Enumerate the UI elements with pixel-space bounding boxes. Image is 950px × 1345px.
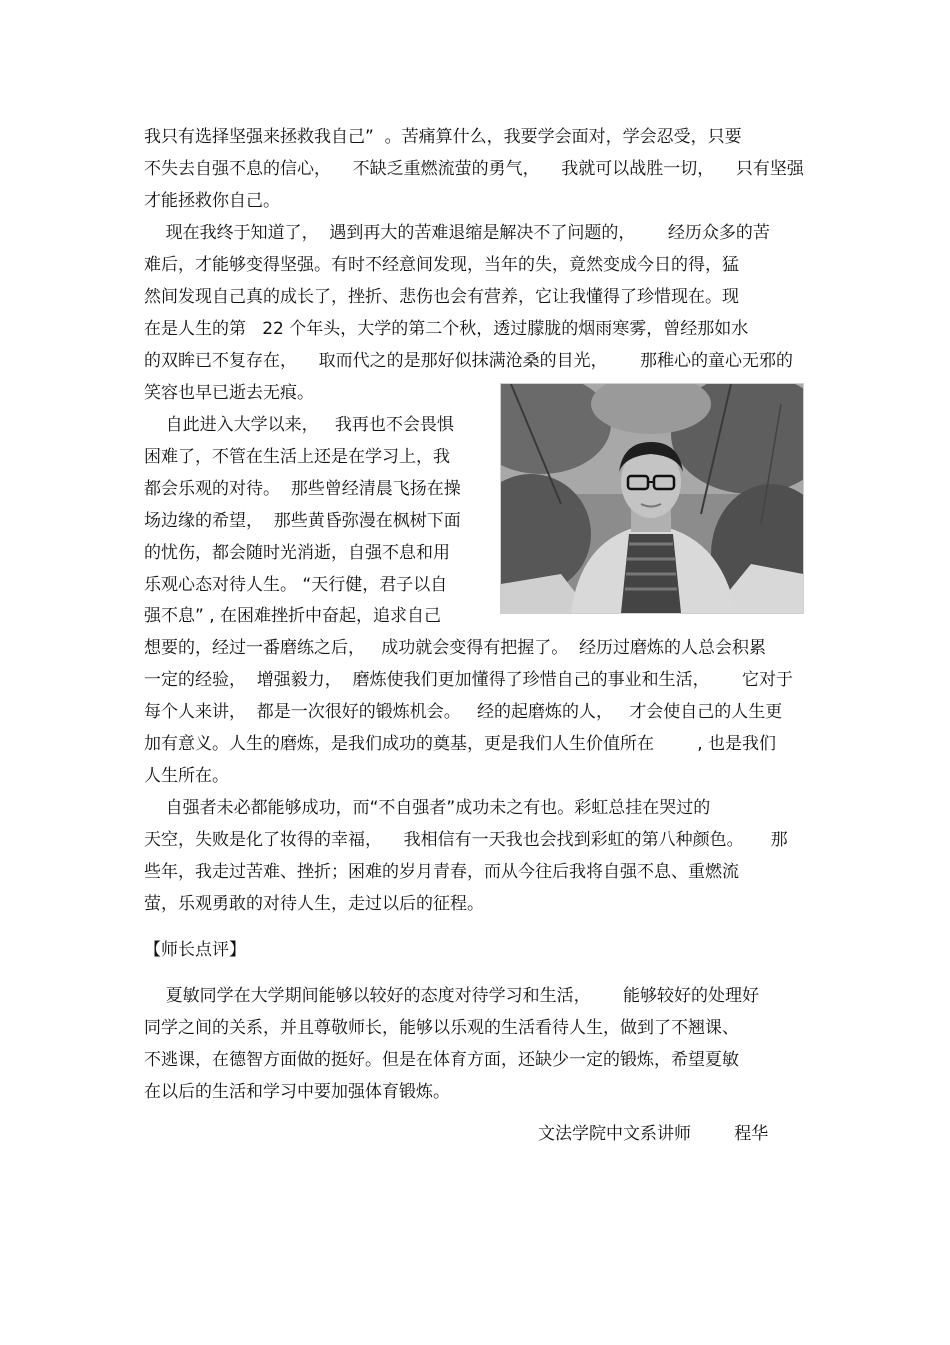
text-line: 加有意义。人生的磨炼，是我们成功的奠基，更是我们人生价值所在 , 也是我们 bbox=[144, 734, 777, 754]
text-line: 萤，乐观勇敢的对待人生，走过以后的征程。 bbox=[144, 894, 484, 914]
text-line: 自此进入大学以来， 我再也不会畏惧 bbox=[144, 415, 454, 435]
text-line: 才能拯救你自己。 bbox=[144, 191, 280, 211]
text-line: 不失去自强不息的信心， 不缺乏重燃流萤的勇气， 我就可以战胜一切， 只有坚强 bbox=[144, 159, 804, 179]
text-line: 不逃课，在德智方面做的挺好。但是在体育方面，还缺少一定的锻炼，希望夏敏 bbox=[144, 1050, 739, 1070]
text-line: 夏敏同学在大学期间能够以较好的态度对待学习和生活， 能够较好的处理好 bbox=[144, 986, 760, 1006]
text-line: 然间发现自己真的成长了，挫折、悲伤也会有营养，它让我懂得了珍惜现在。现 bbox=[144, 287, 739, 307]
text-line: 场边缘的希望， 那些黄昏弥漫在枫树下面 bbox=[144, 511, 461, 531]
text-line: 同学之间的关系，并且尊敬师长，能够以乐观的生活看待人生，做到了不翘课、 bbox=[144, 1018, 739, 1038]
text-line: 难后，才能够变得坚强。有时不经意间发现，当年的失，竟然变成今日的得，猛 bbox=[144, 255, 739, 275]
signature: 文法学院中文系讲师 程华 bbox=[538, 1124, 769, 1144]
text-line: 的忧伤，都会随时光消逝，自强不息和用 bbox=[144, 543, 450, 563]
text-line: 人生所在。 bbox=[144, 766, 229, 786]
text-line: 困难了，不管在生活上还是在学习上，我 bbox=[144, 447, 450, 467]
text-line: 在是人生的第 22 个年头，大学的第二个秋，透过朦胧的烟雨寒雾，曾经那如水 bbox=[144, 319, 749, 339]
text-line: 自强者未必都能够成功，而“不自强者”成功未之有也。彩虹总挂在哭过的 bbox=[144, 798, 711, 818]
text-line: 天空，失败是化了妆得的幸福， 我相信有一天我也会找到彩虹的第八种颜色。 那 bbox=[144, 830, 788, 850]
text-line: 一定的经验， 增强毅力， 磨炼使我们更加懂得了珍惜自己的事业和生活， 它对于 bbox=[144, 670, 794, 690]
text-line: 想要的，经过一番磨练之后， 成功就会变得有把握了。 经历过磨炼的人总会积累 bbox=[144, 638, 767, 658]
text-line: 的双眸已不复存在， 取而代之的是那好似抹满沧桑的目光， 那稚心的童心无邪的 bbox=[144, 351, 794, 371]
text-line: 在以后的生活和学习中要加强体育锻炼。 bbox=[144, 1082, 450, 1102]
portrait-image bbox=[501, 384, 803, 613]
comment-heading: 【师长点评】 bbox=[144, 940, 246, 960]
student-photo bbox=[500, 383, 804, 614]
text-line: 些年，我走过苦难、挫折；困难的岁月青春，而从今往后我将自强不息、重燃流 bbox=[144, 862, 739, 882]
text-line: 我只有选择坚强来拯救我自己” 。苦痛算什么，我要学会面对，学会忍受，只要 bbox=[144, 127, 742, 147]
text-line: 现在我终于知道了， 遇到再大的苦难退缩是解决不了问题的， 经历众多的苦 bbox=[144, 223, 770, 243]
text-line: 乐观心态对待人生。 “天行健，君子以自 bbox=[144, 575, 448, 595]
text-line: 强不息” , 在困难挫折中奋起，追求自己 bbox=[144, 606, 442, 626]
text-line: 每个人来讲， 都是一次很好的锻炼机会。 经的起磨炼的人， 才会使自己的人生更 bbox=[144, 702, 783, 722]
text-line: 笑容也早已逝去无痕。 bbox=[144, 383, 314, 403]
text-line: 都会乐观的对待。 那些曾经清晨飞扬在操 bbox=[144, 479, 461, 499]
